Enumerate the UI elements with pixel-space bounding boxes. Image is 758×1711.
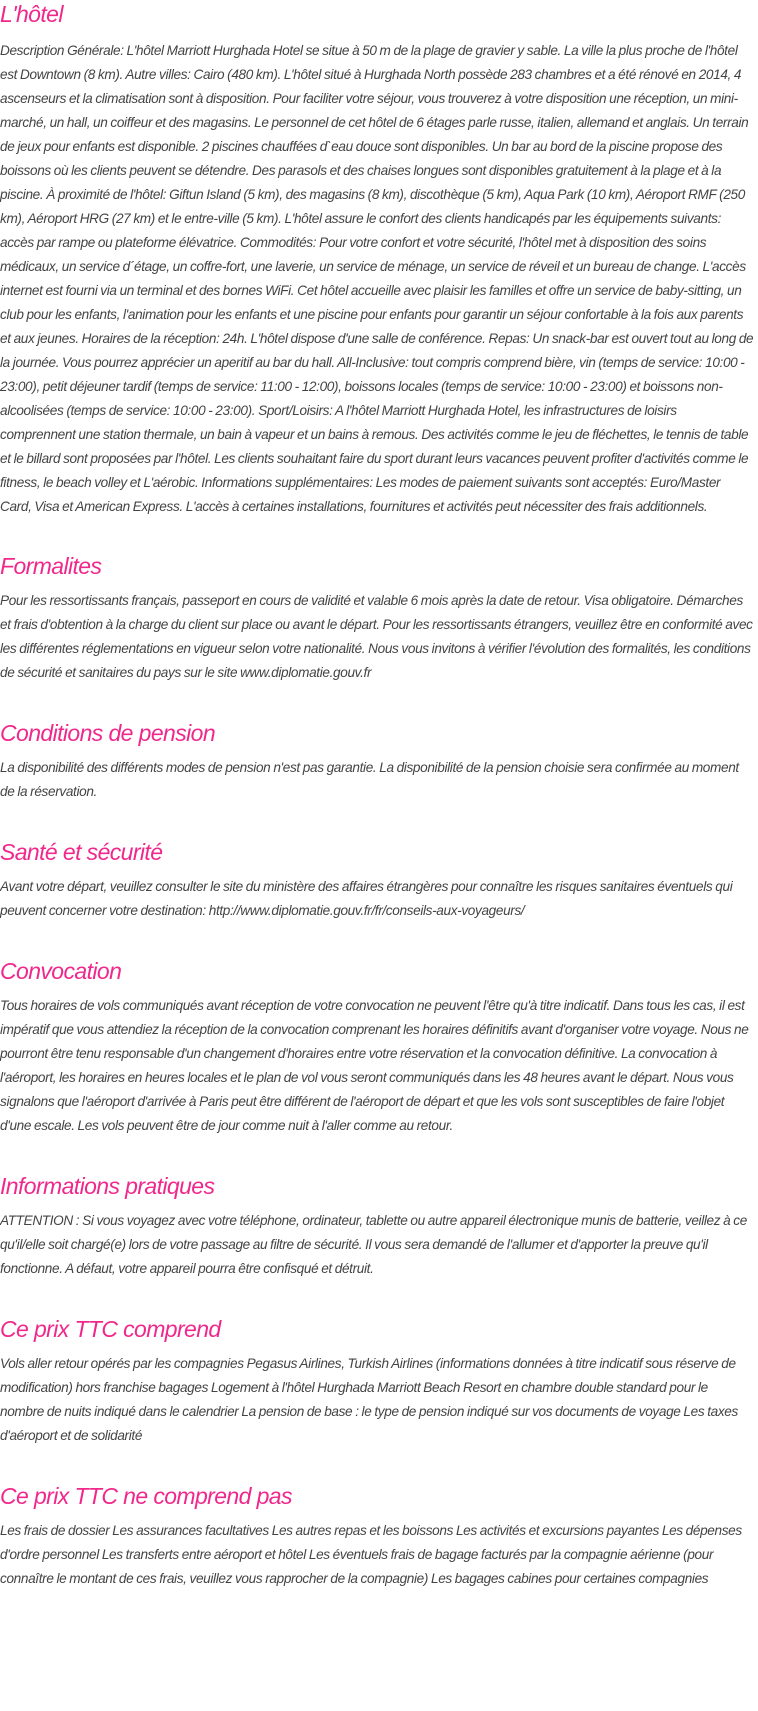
section-title-hotel: L'hôtel — [0, 1, 63, 27]
section-prix-comprend — [0, 1315, 754, 1448]
section-body-sante-securite: Avant votre départ, veuillez consulter le site du ministère des affaires étrangères pour connaître les risques sanitaires éventuels qui peuvent concerner votre destination: http://www.diplomatie.gouv.fr/fr/conseils-aux-voyageurs/ — [0, 879, 733, 918]
section-body-hotel: Description Générale: L'hôtel Marriott Hurghada Hotel se situe à 50 m de la plage de gravier y sable. La ville la plus proche de l'hôtel est Downtown (8 km). Autre villes: Cairo (480 km). L'hôtel situé à Hurghada North possède 283 chambres et a été rénové en 2014, 4 ascenseurs et la climatisation sont à disposition. Pour faciliter votre séjour, vous trouverez à votre disposition une réception, un mini-marché, un hall, un coiffeur et des magasins. Le personnel de cet hôtel de 6 étages parle russe, italien, allemand et anglais. Un terrain de jeux pour enfants est disponible. 2 piscines chauffées d`eau douce sont disponibles. Un bar au bord de la piscine propose des boissons où les clients peuvent se détendre. Des parasols et des chaises longues sont disponibles gratuitement à la plage et à la piscine. À proximité de l'hôtel: Giftun Island (5 km), des magasins (8 km), discothèque (5 km), Aqua Park (10 km), Aéroport RMF (250 km), Aéroport HRG (27 km) et le entre-ville (5 km). L'hôtel assure le confort des clients handicapés par les équipements suivants: accès par rampe ou plateforme élévatrice. Commodités: Pour votre confort et votre sécurité, l'hôtel met à disposition des soins médicaux, un service d´étage, un coffre-fort, une laverie, un service de ménage, un service de réveil et un bureau de change. L'accès internet est fourni via un terminal et des bornes WiFi. Cet hôtel accueille avec plaisir les familles et offre un service de baby-sitting, un club pour les enfants, l'animation pour les enfants et une piscine pour enfants pour garantir un séjour confortable à la fois aux parents et aux jeunes. Horaires de la réception: 24h. L'hôtel dispose d'une salle de conférence. Repas: Un snack-bar est ouvert tout au long de la journée. Vous pourrez apprécier un aperitif au bar du hall. All-Inclusive: tout compris comprend bière, vin (temps de service: 10:00 - 23:00), petit déjeuner tardif (temps de service: 11:00 - 12:00), boissons locales (temps de service: 10:00 - 23:00) et boissons non-alcoolisées (temps de service: 10:00 - 23:00). Sport/Loisirs: A l'hôtel Marriott Hurghada Hotel, les infrastructures de loisirs comprennent une station thermale, un bain à vapeur et un bains à remous. Des activités comme le jeu de fléchettes, le tennis de table et le billard sont proposées par l'hôtel. Les clients souhaitant faire du sport durant leurs vacances peuvent profiter d'activités comme le fitness, le beach volley et L'aérobic. Informations supplémentaires: Les modes de paiement suivants sont acceptés: Euro/Master Card, Visa et American Express. L'accès à certaines installations, fournitures et activités peut nécessiter des frais additionnels. — [0, 43, 754, 514]
section-title-informations-pratiques: Informations pratiques — [0, 1173, 215, 1199]
section-formalites — [0, 552, 754, 685]
section-informations-pratiques — [0, 1172, 754, 1281]
section-body-formalites: Pour les ressortissants français, passeport en cours de validité et valable 6 mois après la date de retour. Visa obligatoire. Démarches et frais d'obtention à la charge du client sur place ou avant le départ. Pour les ressortissants étrangers, veuillez être en conformité avec les différentes réglementations en vigueur selon votre nationalité. Nous vous invitons à vérifier l'évolution des formalités, les conditions de sécurité et sanitaires du pays sur le site www.diplomatie.gouv.fr — [0, 593, 753, 680]
section-title-prix-comprend: Ce prix TTC comprend — [0, 1316, 221, 1342]
section-body-convocation: Tous horaires de vols communiqués avant réception de votre convocation ne peuvent l'être qu'à titre indicatif. Dans tous les cas, il est impératif que vous attendiez la réception de la convocation comprenant les horaires définitifs avant d'organiser votre voyage. Nous ne pourront être tenu responsable d'un changement d'horaires entre votre réservation et la convocation définitive. La convocation à l'aéroport, les horaires en heures locales et le plan de vol vous seront communiqués dans les 48 heures avant le départ. Nous vous signalons que l'aéroport d'arrivée à Paris peut être différent de l'aéroport de départ et que les vols sont susceptibles de faire l'objet d'une escale. Les vols peuvent être de jour comme nuit à l'aller comme au retour. — [0, 998, 749, 1133]
section-prix-ne-comprend-pas — [0, 1482, 754, 1591]
section-body-prix-comprend: Vols aller retour opérés par les compagnies Pegasus Airlines, Turkish Airlines (informations données à titre indicatif sous réserve de modification) hors franchise bagages Logement à l'hôtel Hurghada Marriott Beach Resort en chambre double standard pour le nombre de nuits indiqué dans le calendrier La pension de base : le type de pension indiqué sur vos documents de voyage Les taxes d'aéroport et de solidarité — [0, 1356, 738, 1443]
section-title-convocation: Convocation — [0, 958, 122, 984]
section-title-formalites: Formalites — [0, 553, 102, 579]
section-body-prix-ne-comprend-pas: Les frais de dossier Les assurances facultatives Les autres repas et les boissons Les activités et excursions payantes Les dépenses d'ordre personnel Les transferts entre aéroport et hôtel Les éventuels frais de bagage facturés par la compagnie aérienne (pour connaître le montant de ces frais, veuillez vous rapprocher de la compagnie) Les bagages cabines pour certaines compagnies — [0, 1523, 742, 1586]
section-body-conditions-pension: La disponibilité des différents modes de pension n'est pas garantie. La disponibilité de la pension choisie sera confirmée au moment de la réservation. — [0, 760, 739, 799]
section-title-prix-ne-comprend-pas: Ce prix TTC ne comprend pas — [0, 1483, 292, 1509]
section-title-conditions-pension: Conditions de pension — [0, 720, 216, 746]
section-hotel — [0, 0, 754, 519]
section-convocation — [0, 957, 754, 1138]
section-body-informations-pratiques: ATTENTION : Si vous voyagez avec votre téléphone, ordinateur, tablette ou autre appareil électronique munis de batterie, veillez à ce qu'il/elle soit chargé(e) lors de votre passage au filtre de sécurité. Il vous sera demandé de l'allumer et d'apporter la preuve qu'il fonctionne. A défaut, votre appareil pourra être confisqué et détruit. — [0, 1213, 747, 1276]
section-title-sante-securite: Santé et sécurité — [0, 839, 163, 865]
section-conditions-pension — [0, 719, 754, 804]
section-sante-securite — [0, 838, 754, 923]
